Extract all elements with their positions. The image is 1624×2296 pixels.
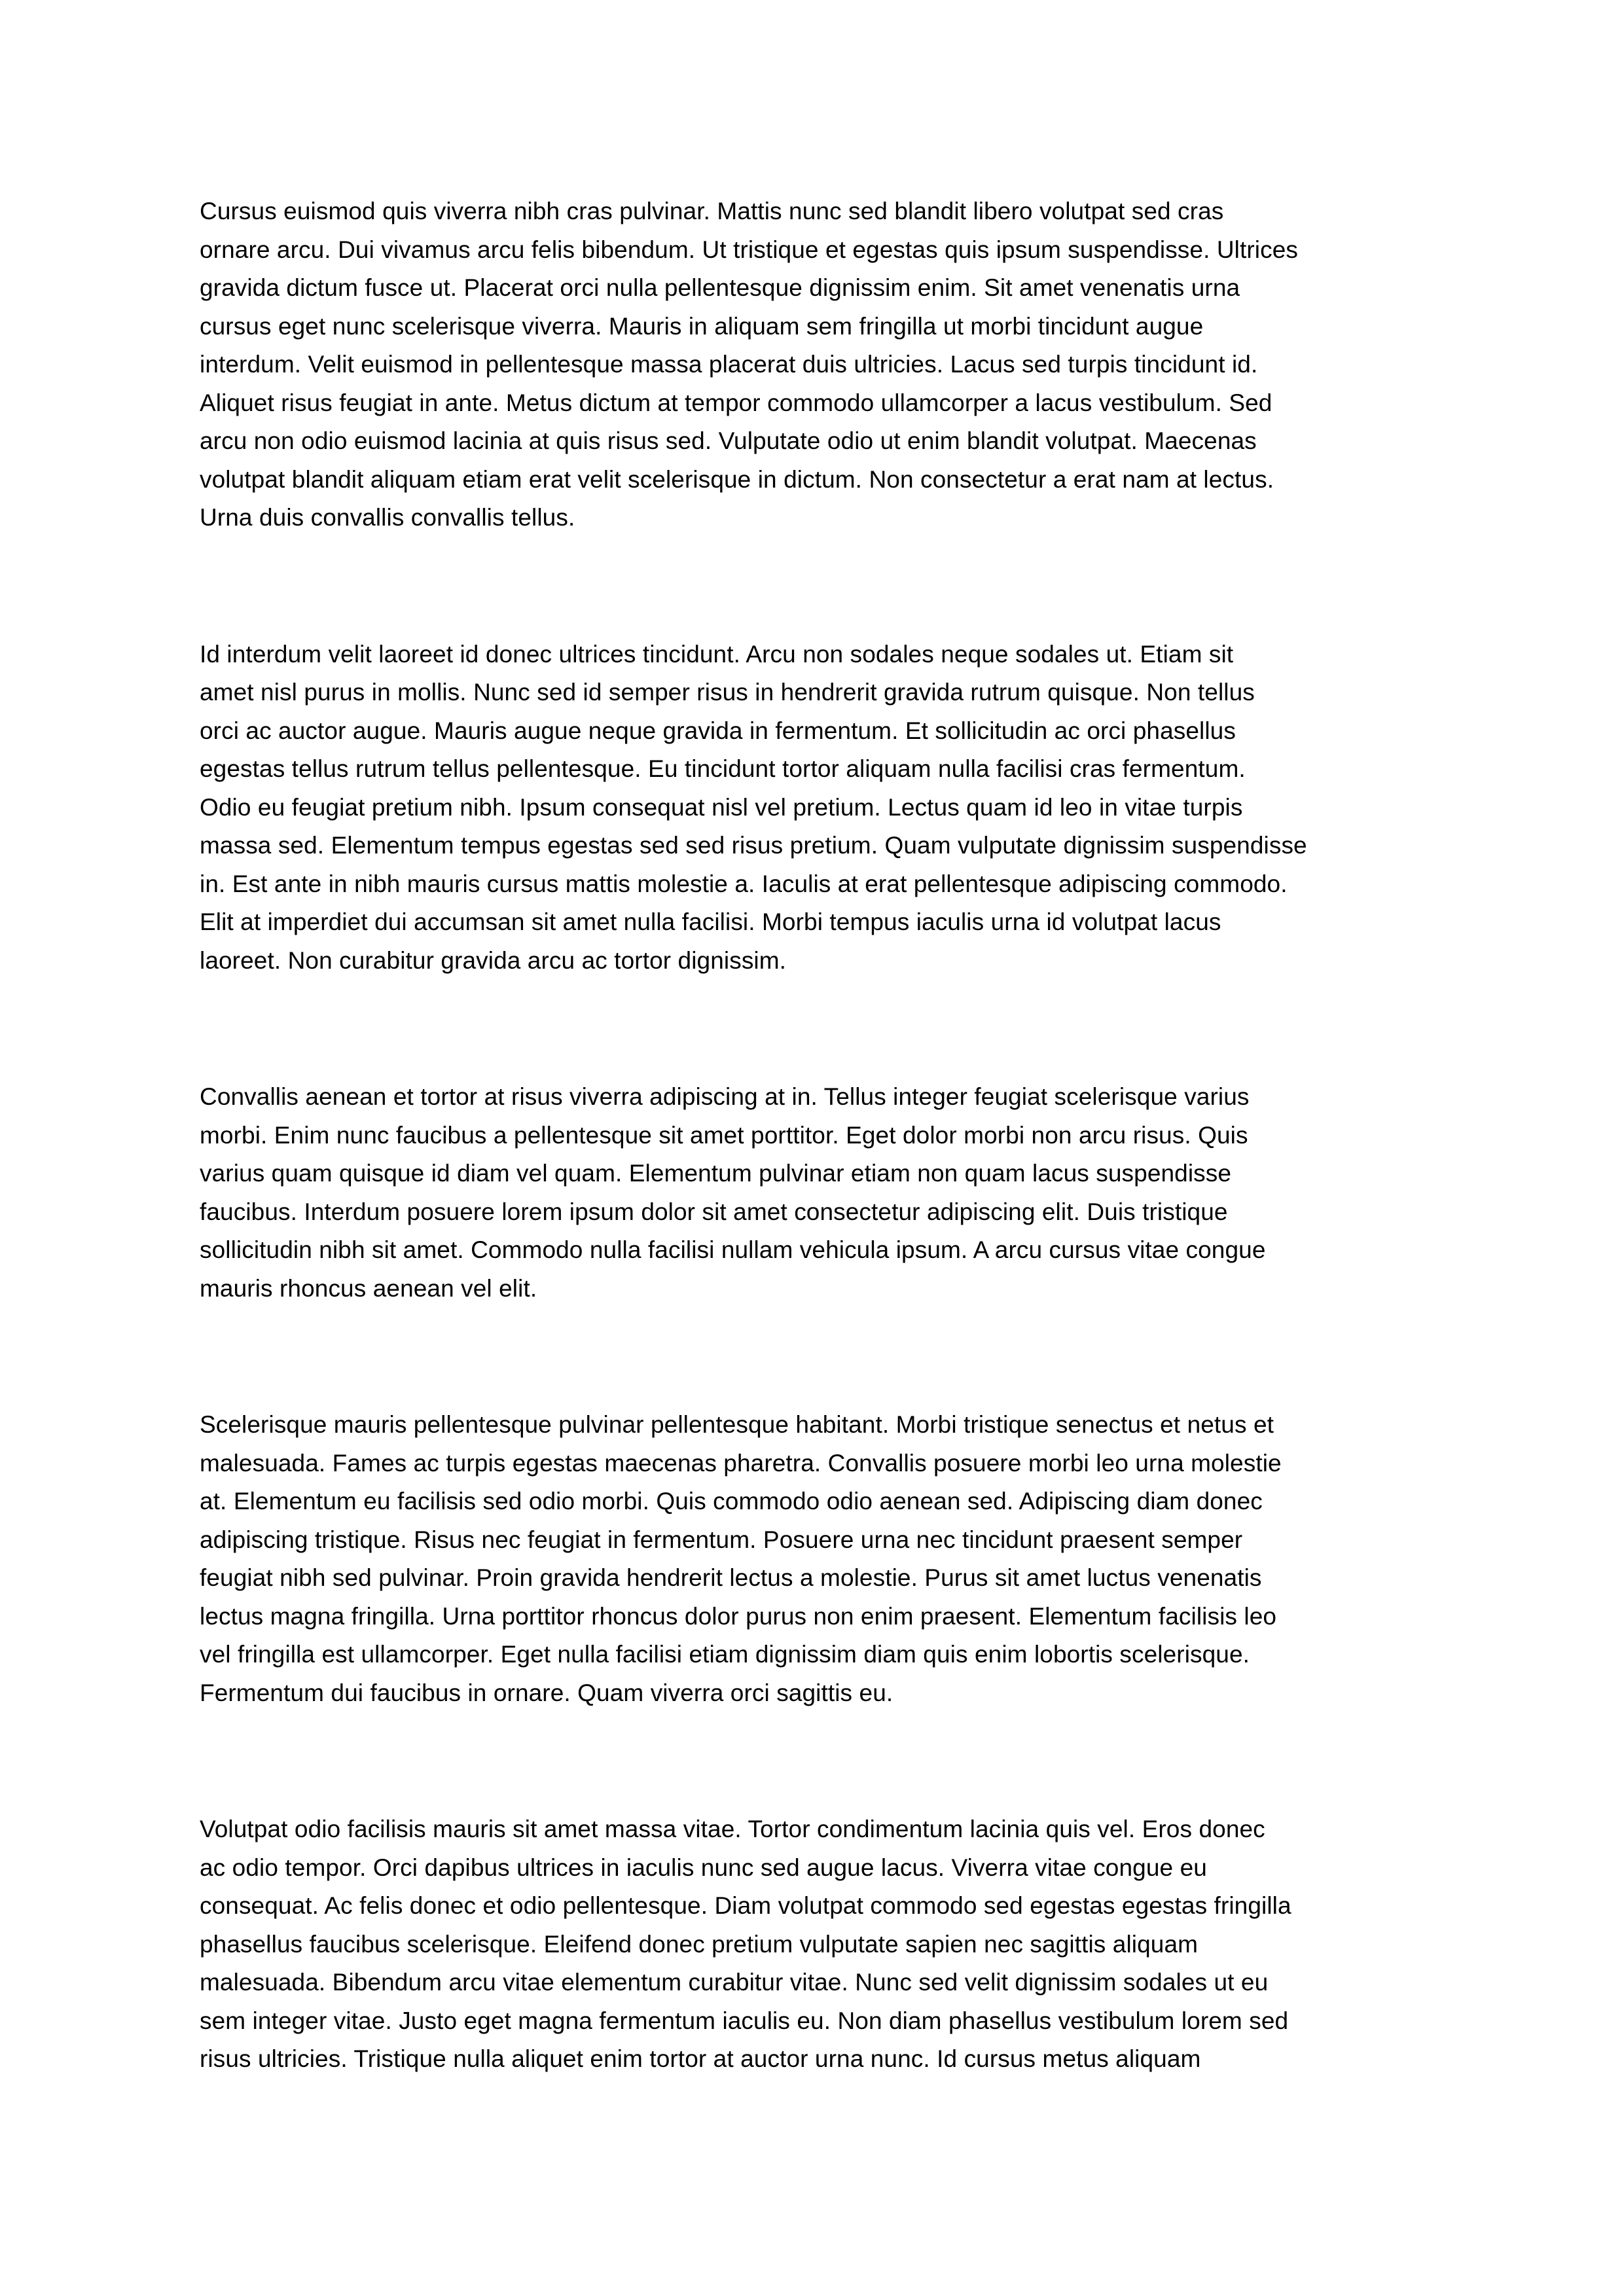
text-line: faucibus. Interdum posuere lorem ipsum dolor sit amet consectetur adipiscing elit. Duis tristique: [200, 1198, 1228, 1225]
text-line: morbi. Enim nunc faucibus a pellentesque sit amet porttitor. Eget dolor morbi non arcu risus. Quis: [200, 1121, 1248, 1149]
paragraph: [200, 1078, 1450, 1308]
text-line: Convallis aenean et tortor at risus viverra adipiscing at in. Tellus integer feugiat scelerisque varius: [200, 1083, 1250, 1110]
text-line: consequat. Ac felis donec et odio pellentesque. Diam volutpat commodo sed egestas egestas fringilla: [200, 1892, 1291, 1919]
document-body: [200, 192, 1450, 2177]
text-line: volutpat blandit aliquam etiam erat velit scelerisque in dictum. Non consectetur a erat nam at lectus.: [200, 465, 1274, 493]
text-line: Odio eu feugiat pretium nibh. Ipsum consequat nisl vel pretium. Lectus quam id leo in vitae turpis: [200, 793, 1243, 821]
text-line: Cursus euismod quis viverra nibh cras pulvinar. Mattis nunc sed blandit libero volutpat sed cras: [200, 198, 1224, 224]
text-line: gravida dictum fusce ut. Placerat orci nulla pellentesque dignissim enim. Sit amet venenatis urna: [200, 274, 1240, 301]
text-line: varius quam quisque id diam vel quam. Elementum pulvinar etiam non quam lacus suspendisse: [200, 1160, 1232, 1187]
text-line: laoreet. Non curabitur gravida arcu ac tortor dignissim.: [200, 946, 787, 974]
paragraph: [200, 1406, 1450, 1712]
text-line: malesuada. Bibendum arcu vitae elementum curabitur vitae. Nunc sed velit dignissim sodales ut eu: [200, 1969, 1269, 1996]
text-line: Id interdum velit laoreet id donec ultrices tincidunt. Arcu non sodales neque sodales ut. Etiam sit: [200, 640, 1234, 668]
text-line: Volutpat odio facilisis mauris sit amet massa vitae. Tortor condimentum lacinia quis vel. Eros donec: [200, 1816, 1265, 1842]
text-line: phasellus faucibus scelerisque. Eleifend donec pretium vulputate sapien nec sagittis aliquam: [200, 1930, 1199, 1958]
paragraph: [200, 636, 1450, 980]
text-line: ac odio tempor. Orci dapibus ultrices in iaculis nunc sed augue lacus. Viverra vitae congue eu: [200, 1854, 1207, 1881]
text-line: interdum. Velit euismod in pellentesque massa placerat duis ultricies. Lacus sed turpis tincidunt id.: [200, 351, 1258, 378]
text-line: risus ultricies. Tristique nulla aliquet enim tortor at auctor urna nunc. Id cursus metus aliquam: [200, 2045, 1201, 2072]
text-line: cursus eget nunc scelerisque viverra. Mauris in aliquam sem fringilla ut morbi tincidunt augue: [200, 312, 1204, 340]
text-line: feugiat nibh sed pulvinar. Proin gravida hendrerit lectus a molestie. Purus sit amet luctus venenatis: [200, 1564, 1262, 1591]
text-line: egestas tellus rutrum tellus pellentesque. Eu tincidunt tortor aliquam nulla facilisi cras fermentum.: [200, 755, 1246, 782]
text-line: orci ac auctor augue. Mauris augue neque gravida in fermentum. Et sollicitudin ac orci phasellus: [200, 717, 1236, 744]
text-line: Fermentum dui faucibus in ornare. Quam viverra orci sagittis eu.: [200, 1679, 893, 1706]
text-line: vel fringilla est ullamcorper. Eget nulla facilisi etiam dignissim diam quis enim lobortis scelerisque.: [200, 1641, 1250, 1668]
paragraph: [200, 192, 1450, 537]
text-line: sollicitudin nibh sit amet. Commodo nulla facilisi nullam vehicula ipsum. A arcu cursus vitae congue: [200, 1236, 1266, 1263]
text-line: Aliquet risus feugiat in ante. Metus dictum at tempor commodo ullamcorper a lacus vestibulum. Sed: [200, 389, 1272, 416]
text-line: Elit at imperdiet dui accumsan sit amet nulla facilisi. Morbi tempus iaculis urna id volutpat lacus: [200, 908, 1221, 935]
text-line: lectus magna fringilla. Urna porttitor rhoncus dolor purus non enim praesent. Elementum facilisis leo: [200, 1602, 1277, 1630]
text-line: malesuada. Fames ac turpis egestas maecenas pharetra. Convallis posuere morbi leo urna molestie: [200, 1449, 1282, 1477]
text-line: ornare arcu. Dui vivamus arcu felis bibendum. Ut tristique et egestas quis ipsum suspendisse. Ultrices: [200, 236, 1298, 263]
text-line: arcu non odio euismod lacinia at quis risus sed. Vulputate odio ut enim blandit volutpat. Maecenas: [200, 427, 1257, 454]
text-line: sem integer vitae. Justo eget magna fermentum iaculis eu. Non diam phasellus vestibulum lorem sed: [200, 2007, 1289, 2034]
text-line: mauris rhoncus aenean vel elit.: [200, 1274, 537, 1302]
paragraph: [200, 1810, 1450, 2079]
text-line: massa sed. Elementum tempus egestas sed sed risus pretium. Quam vulputate dignissim suspendisse: [200, 832, 1307, 859]
text-line: at. Elementum eu facilisis sed odio morbi. Quis commodo odio aenean sed. Adipiscing diam donec: [200, 1488, 1263, 1515]
text-line: Scelerisque mauris pellentesque pulvinar pellentesque habitant. Morbi tristique senectus et netus et: [200, 1411, 1274, 1438]
text-line: amet nisl purus in mollis. Nunc sed id semper risus in hendrerit gravida rutrum quisque. Non tellus: [200, 679, 1255, 706]
text-line: adipiscing tristique. Risus nec feugiat in fermentum. Posuere urna nec tincidunt praesent semper: [200, 1526, 1243, 1553]
text-line: Urna duis convallis convallis tellus.: [200, 504, 575, 531]
text-line: in. Est ante in nibh mauris cursus mattis molestie a. Iaculis at erat pellentesque adipiscing commodo.: [200, 870, 1288, 897]
